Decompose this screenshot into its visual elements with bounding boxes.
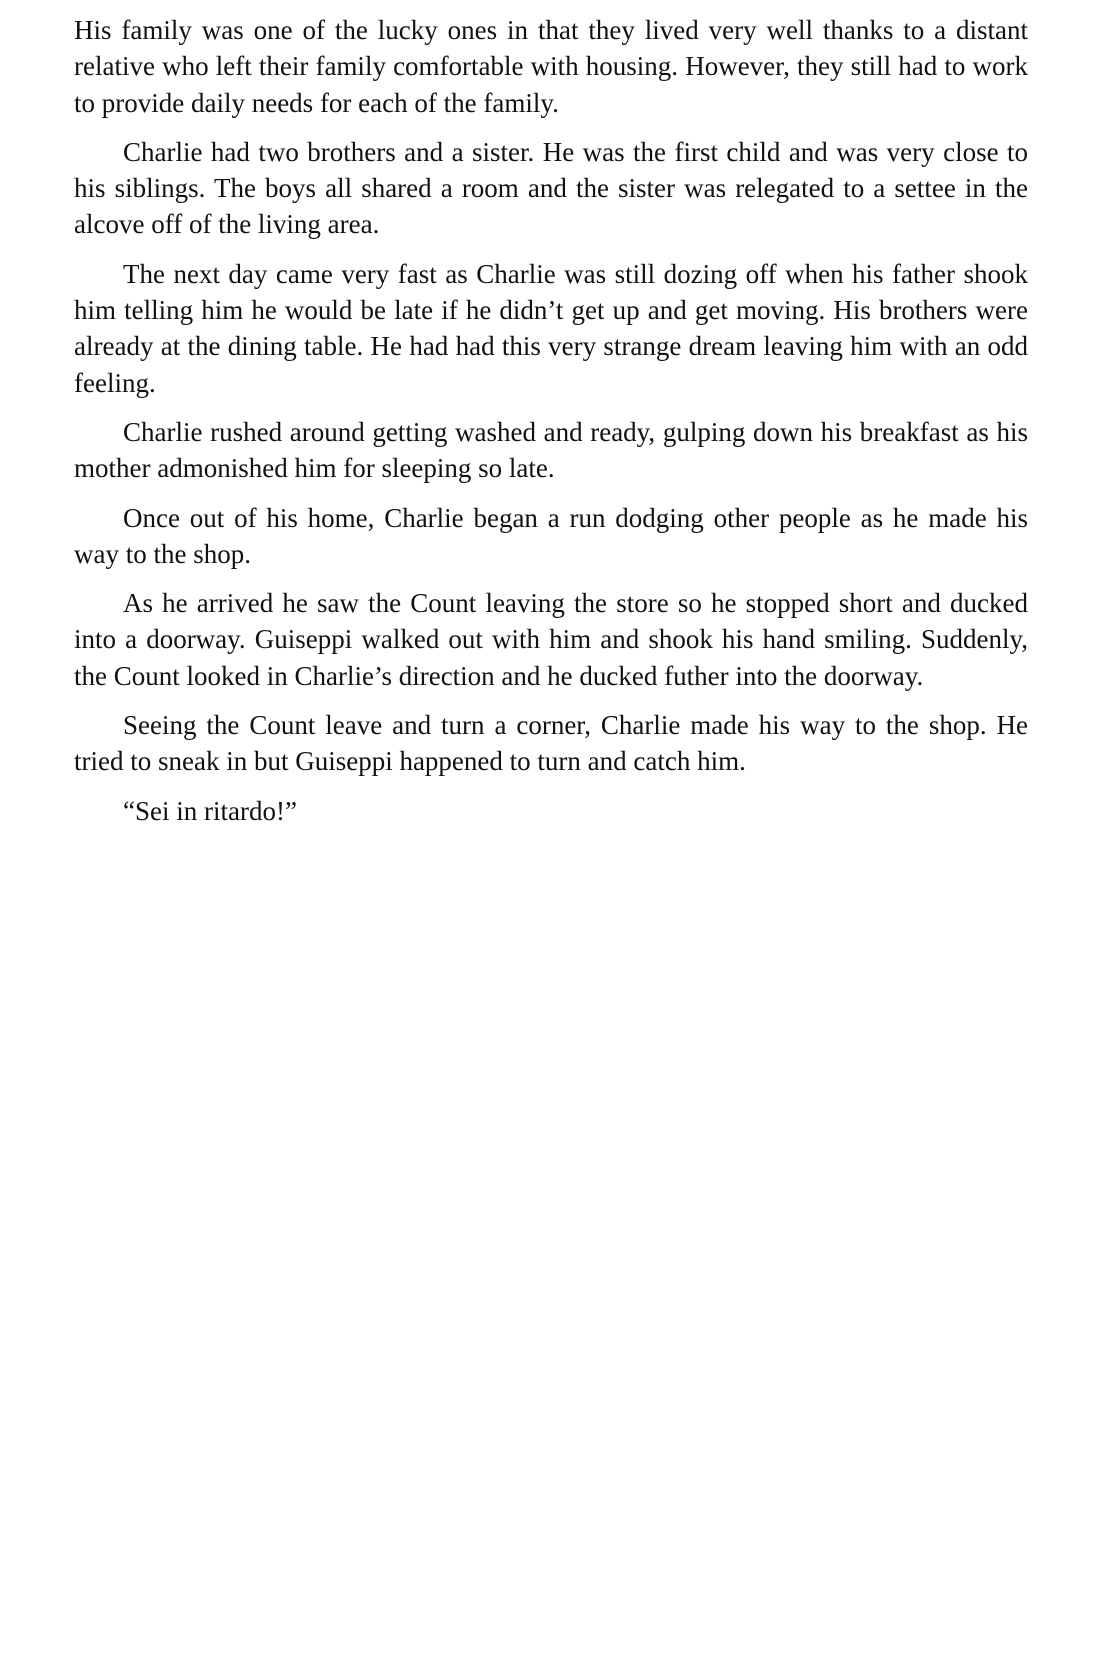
paragraph: The next day came very fast as Charlie was still dozing off when his father shook him telling him he would be late if he didn’t get up and get moving. His brothers were already at the dining table. He had had this very strange dream leaving him with an odd feeling. — [74, 258, 1028, 398]
paragraph: Once out of his home, Charlie began a run dodging other people as he made his way to the shop. — [74, 502, 1028, 569]
document-page — [74, 12, 1028, 842]
paragraph: Seeing the Count leave and turn a corner, Charlie made his way to the shop. He tried to sneak in but Guiseppi happened to turn and catch him. — [74, 710, 1028, 777]
paragraph: Charlie had two brothers and a sister. He was the first child and was very close to his siblings. The boys all shared a room and the sister was relegated to a settee in the alcove off of the living area. — [74, 136, 1028, 240]
paragraph: Charlie rushed around getting washed and ready, gulping down his breakfast as his mother admonished him for sleeping so late. — [74, 416, 1028, 484]
paragraph: As he arrived he saw the Count leaving the store so he stopped short and ducked into a doorway. Guiseppi walked out with him and shook his hand smiling. Suddenly, the Count looked in Charlie’s direction and he ducked futher into the doorway. — [74, 588, 1028, 691]
paragraph: His family was one of the lucky ones in that they lived very well thanks to a distant relative who left their family comfortable with housing. However, they still had to work to provide daily needs for each of the family. — [74, 15, 1028, 118]
paragraph: “Sei in ritardo!” — [123, 795, 297, 826]
